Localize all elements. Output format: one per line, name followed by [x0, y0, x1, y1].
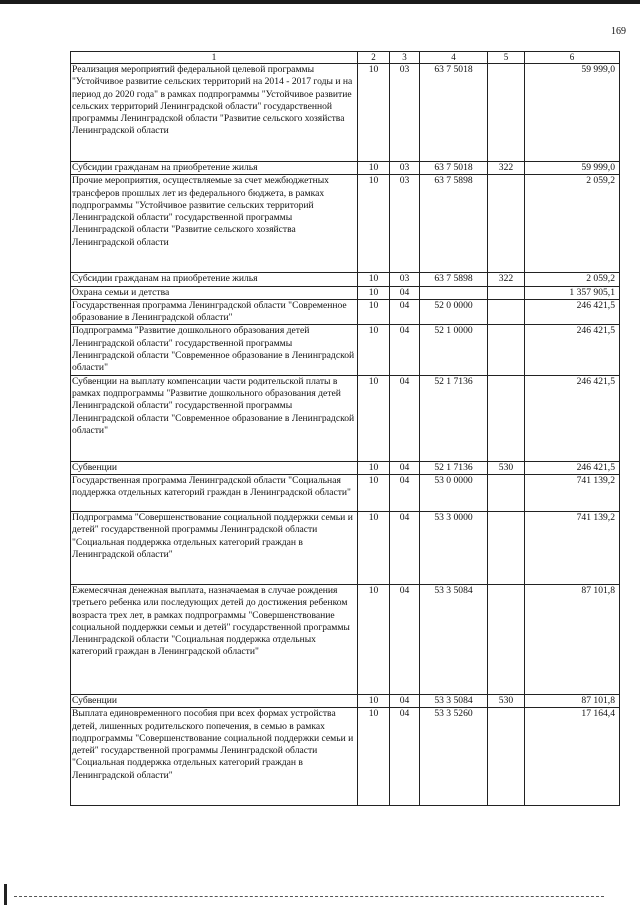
section-code-cell: 10	[358, 64, 390, 162]
budget-table	[70, 51, 620, 806]
amount-cell: 246 421,5	[525, 325, 620, 375]
margin-mark	[4, 884, 7, 905]
section-code-cell: 10	[358, 299, 390, 325]
column-header: 3	[390, 52, 420, 64]
item-name-cell: Субвенции на выплату компенсации части родительской платы в рамках подпрограммы "Развитие дошкольного образования детей Ленинградской области" государственной программы Ленинградской области "Современное образование в Ленинградской области"	[71, 375, 358, 461]
target-article-cell: 53 3 0000	[420, 511, 488, 584]
expense-type-cell: 322	[488, 162, 525, 175]
amount-cell: 59 999,0	[525, 162, 620, 175]
section-code-cell: 10	[358, 325, 390, 375]
column-header: 6	[525, 52, 620, 64]
expense-type-cell	[488, 584, 525, 694]
target-article-cell	[420, 286, 488, 299]
item-name-cell: Ежемесячная денежная выплата, назначаемая в случае рождения третьего ребенка или последующих детей до достижения ребенком возраста трех лет, в рамках подпрограммы "Совершенствование социальной поддержки семьи и детей" государственной программы Ленинградской области "Социальная поддержка отдельных категорий граждан в Ленинградской области"	[71, 584, 358, 694]
item-name-cell: Реализация мероприятий федеральной целевой программы "Устойчивое развитие сельских территорий на 2014 - 2017 годы и на период до 2020 года" в рамках подпрограммы "Устойчивое развитие сельских территорий Ленинградской области" государственной программы Ленинградской области "Развитие сельского хозяйства Ленинградской области	[71, 64, 358, 162]
target-article-cell: 63 7 5898	[420, 273, 488, 286]
section-code-cell: 10	[358, 162, 390, 175]
item-name-cell: Подпрограмма "Развитие дошкольного образования детей Ленинградской области" государственной программы Ленинградской области "Современное образование в Ленинградской области"	[71, 325, 358, 375]
expense-type-cell	[488, 286, 525, 299]
item-name-cell: Государственная программа Ленинградской области "Социальная поддержка отдельных категорий граждан в Ленинградской области"	[71, 474, 358, 511]
table-row	[71, 273, 620, 286]
subsection-code-cell: 04	[390, 325, 420, 375]
subsection-code-cell: 04	[390, 511, 420, 584]
section-code-cell: 10	[358, 474, 390, 511]
section-code-cell: 10	[358, 286, 390, 299]
table-row	[71, 64, 620, 162]
target-article-cell: 53 3 5260	[420, 708, 488, 806]
section-code-cell: 10	[358, 694, 390, 707]
subsection-code-cell: 04	[390, 299, 420, 325]
target-article-cell: 53 3 5084	[420, 694, 488, 707]
item-name-cell: Субвенции	[71, 694, 358, 707]
table-row	[71, 162, 620, 175]
section-code-cell: 10	[358, 273, 390, 286]
item-name-cell: Подпрограмма "Совершенствование социальной поддержки семьи и детей" государственной программы Ленинградской области "Социальная поддержка отдельных категорий граждан в Ленинградской области"	[71, 511, 358, 584]
table-row	[71, 286, 620, 299]
amount-cell: 1 357 905,1	[525, 286, 620, 299]
subsection-code-cell: 04	[390, 694, 420, 707]
amount-cell: 2 059,2	[525, 175, 620, 273]
expense-type-cell	[488, 299, 525, 325]
bottom-dashed-line	[14, 896, 604, 897]
section-code-cell: 10	[358, 175, 390, 273]
expense-type-cell: 530	[488, 694, 525, 707]
amount-cell: 17 164,4	[525, 708, 620, 806]
table-row	[71, 511, 620, 584]
expense-type-cell	[488, 325, 525, 375]
target-article-cell: 52 1 7136	[420, 461, 488, 474]
amount-cell: 59 999,0	[525, 64, 620, 162]
table-row	[71, 375, 620, 461]
page-number: 169	[611, 26, 626, 37]
expense-type-cell	[488, 375, 525, 461]
expense-type-cell	[488, 511, 525, 584]
section-code-cell: 10	[358, 708, 390, 806]
table-row	[71, 325, 620, 375]
target-article-cell: 63 7 5018	[420, 162, 488, 175]
table-row	[71, 175, 620, 273]
item-name-cell: Субсидии гражданам на приобретение жилья	[71, 162, 358, 175]
subsection-code-cell: 04	[390, 474, 420, 511]
subsection-code-cell: 04	[390, 375, 420, 461]
table-row	[71, 299, 620, 325]
subsection-code-cell: 03	[390, 175, 420, 273]
target-article-cell: 63 7 5898	[420, 175, 488, 273]
column-header: 5	[488, 52, 525, 64]
subsection-code-cell: 04	[390, 708, 420, 806]
expense-type-cell	[488, 64, 525, 162]
item-name-cell: Выплата единовременного пособия при всех формах устройства детей, лишенных родительского попечения, в семью в рамках подпрограммы "Совершенствование социальной поддержки семьи и детей" государственной программы Ленинградской области "Социальная поддержка отдельных категорий граждан в Ленинградской области"	[71, 708, 358, 806]
amount-cell: 246 421,5	[525, 461, 620, 474]
target-article-cell: 52 1 0000	[420, 325, 488, 375]
section-code-cell: 10	[358, 461, 390, 474]
target-article-cell: 53 0 0000	[420, 474, 488, 511]
amount-cell: 246 421,5	[525, 299, 620, 325]
amount-cell: 87 101,8	[525, 584, 620, 694]
amount-cell: 741 139,2	[525, 511, 620, 584]
subsection-code-cell: 04	[390, 584, 420, 694]
expense-type-cell	[488, 708, 525, 806]
table-row	[71, 461, 620, 474]
subsection-code-cell: 04	[390, 286, 420, 299]
target-article-cell: 52 0 0000	[420, 299, 488, 325]
table-row	[71, 584, 620, 694]
amount-cell: 2 059,2	[525, 273, 620, 286]
table-row	[71, 694, 620, 707]
amount-cell: 246 421,5	[525, 375, 620, 461]
expense-type-cell: 322	[488, 273, 525, 286]
item-name-cell: Субсидии гражданам на приобретение жилья	[71, 273, 358, 286]
expense-type-cell: 530	[488, 461, 525, 474]
column-header: 4	[420, 52, 488, 64]
section-code-cell: 10	[358, 584, 390, 694]
column-header-row	[71, 52, 620, 64]
column-header: 1	[71, 52, 358, 64]
expense-type-cell	[488, 474, 525, 511]
section-code-cell: 10	[358, 375, 390, 461]
column-header: 2	[358, 52, 390, 64]
item-name-cell: Охрана семьи и детства	[71, 286, 358, 299]
target-article-cell: 53 3 5084	[420, 584, 488, 694]
item-name-cell: Субвенции	[71, 461, 358, 474]
target-article-cell: 52 1 7136	[420, 375, 488, 461]
subsection-code-cell: 03	[390, 273, 420, 286]
table-row	[71, 474, 620, 511]
amount-cell: 741 139,2	[525, 474, 620, 511]
item-name-cell: Государственная программа Ленинградской области "Современное образование в Ленинградской области"	[71, 299, 358, 325]
amount-cell: 87 101,8	[525, 694, 620, 707]
table-row	[71, 708, 620, 806]
subsection-code-cell: 03	[390, 162, 420, 175]
top-rule	[0, 0, 640, 4]
item-name-cell: Прочие мероприятия, осуществляемые за счет межбюджетных трансферов прошлых лет из федерального бюджета, в рамках подпрограммы "Устойчивое развитие сельских территорий Ленинградской области" государственной программы Ленинградской области "Развитие сельского хозяйства Ленинградской области	[71, 175, 358, 273]
subsection-code-cell: 03	[390, 64, 420, 162]
expense-type-cell	[488, 175, 525, 273]
section-code-cell: 10	[358, 511, 390, 584]
subsection-code-cell: 04	[390, 461, 420, 474]
target-article-cell: 63 7 5018	[420, 64, 488, 162]
